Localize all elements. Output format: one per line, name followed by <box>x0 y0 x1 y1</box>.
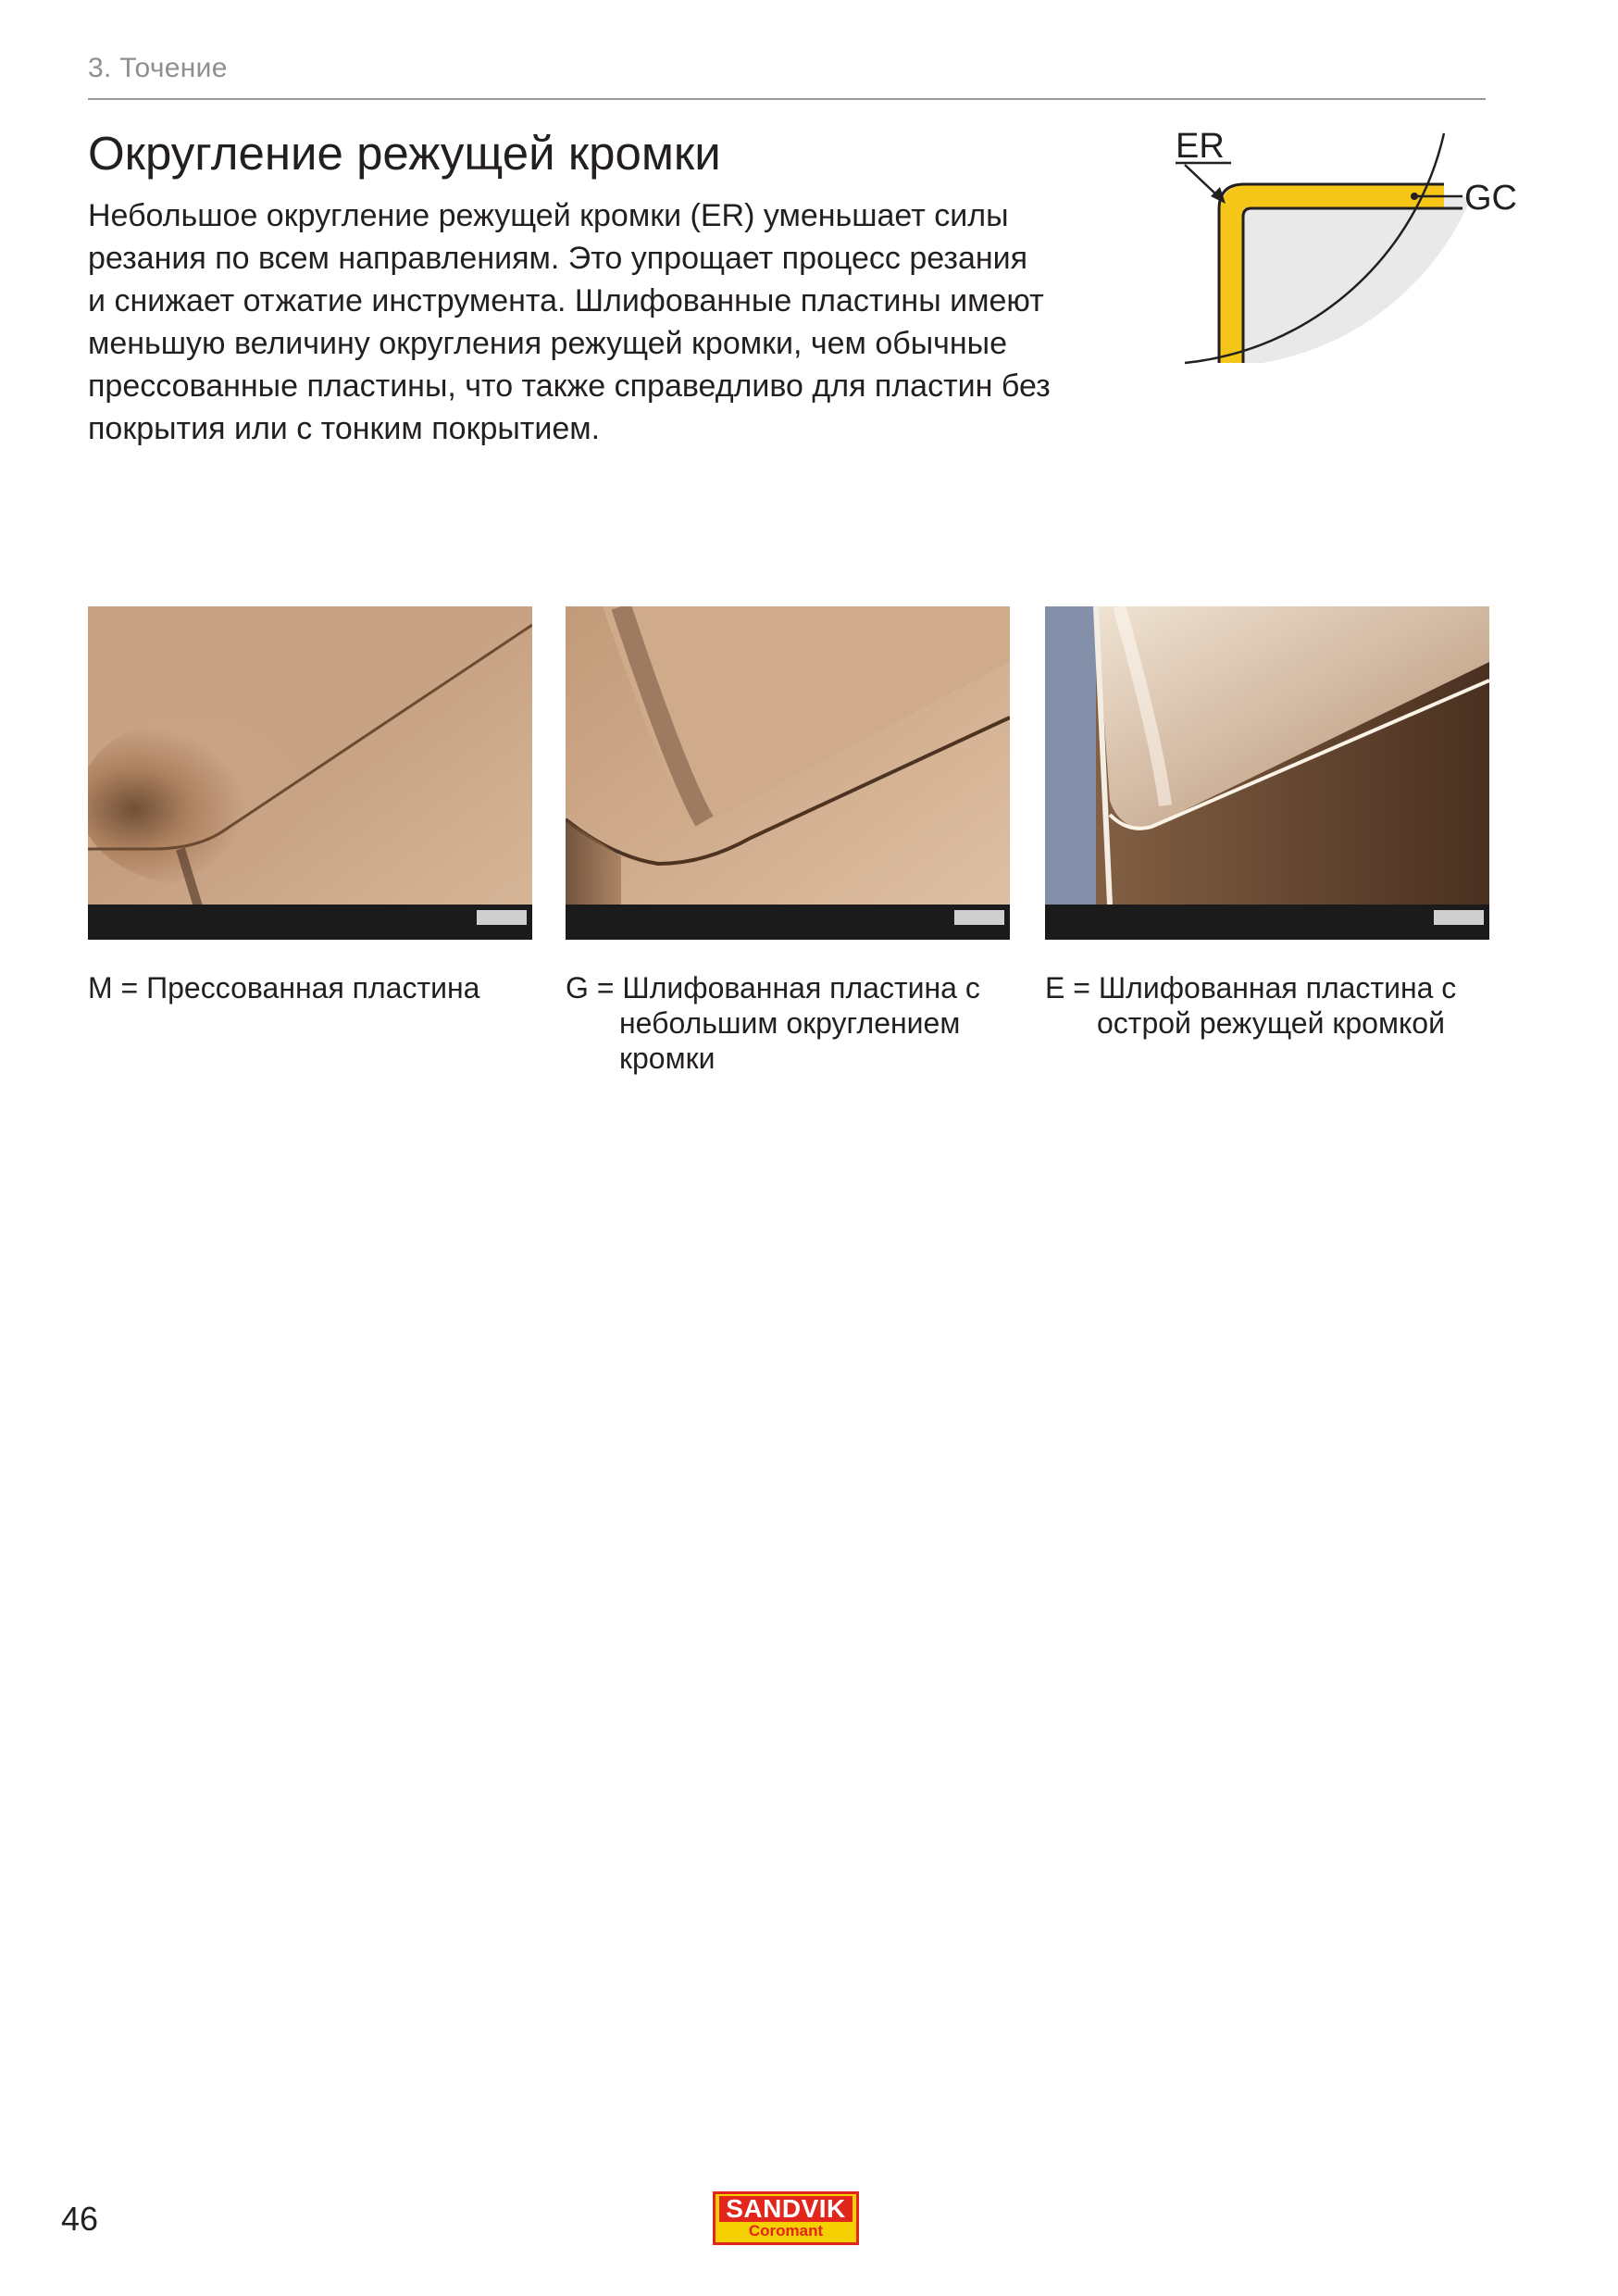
caption-pressed <box>88 970 479 1005</box>
caption-ground-sharp <box>1045 970 1456 1041</box>
logo-bottom-text: Coromant <box>748 2222 824 2240</box>
caption-line: E = Шлифованная пластина с <box>1045 971 1457 1004</box>
gc-leader-dot <box>1411 193 1418 200</box>
photo-pressed-insert <box>88 606 532 940</box>
label-gc: GC <box>1464 179 1517 218</box>
substrate-shape <box>1231 196 1472 363</box>
ground-insert-sharp-edge-micrograph-icon <box>1045 606 1489 940</box>
intro-paragraph <box>88 194 1152 450</box>
caption-line: G = Шлифованная пластина с <box>566 971 980 1004</box>
caption-line: небольшим округлением <box>619 1006 961 1040</box>
caption-ground-honed <box>566 970 980 1076</box>
intro-line: меньшую величину округления режущей кромки, чем обычные <box>88 326 1007 361</box>
intro-line: прессованные пластины, что также справедливо для пластин без <box>88 368 1051 404</box>
caption-line: острой режущей кромкой <box>1097 1006 1445 1040</box>
intro-line: и снижает отжатие инструмента. Шлифованные пластины имеют <box>88 283 1044 318</box>
sandvik-coromant-logo <box>713 2191 859 2245</box>
logo-top-text: SANDVIK <box>719 2196 853 2222</box>
page-number: 46 <box>61 2200 99 2238</box>
intro-line: резания по всем направлениям. Это упрощает процесс резания <box>88 241 1028 276</box>
pressed-insert-micrograph-icon <box>88 606 532 940</box>
intro-line: покрытия или с тонким покрытием. <box>88 411 601 446</box>
photo-ground-sharp-insert <box>1045 606 1489 940</box>
label-er: ER <box>1176 127 1225 166</box>
page-title: Округление режущей кромки <box>88 127 721 180</box>
header-rule <box>88 98 1486 100</box>
caption-line: кромки <box>619 1042 716 1075</box>
section-header: 3. Точение <box>88 53 228 83</box>
ground-insert-honed-edge-micrograph-icon <box>566 606 1010 940</box>
edge-rounding-diagram <box>1166 120 1527 380</box>
caption-line: M = Прессованная пластина <box>88 971 480 1004</box>
photo-ground-honed-insert <box>566 606 1010 940</box>
er-leader-line <box>1185 165 1218 196</box>
intro-line: Небольшое округление режущей кромки (ER) уменьшает силы <box>88 198 1009 233</box>
